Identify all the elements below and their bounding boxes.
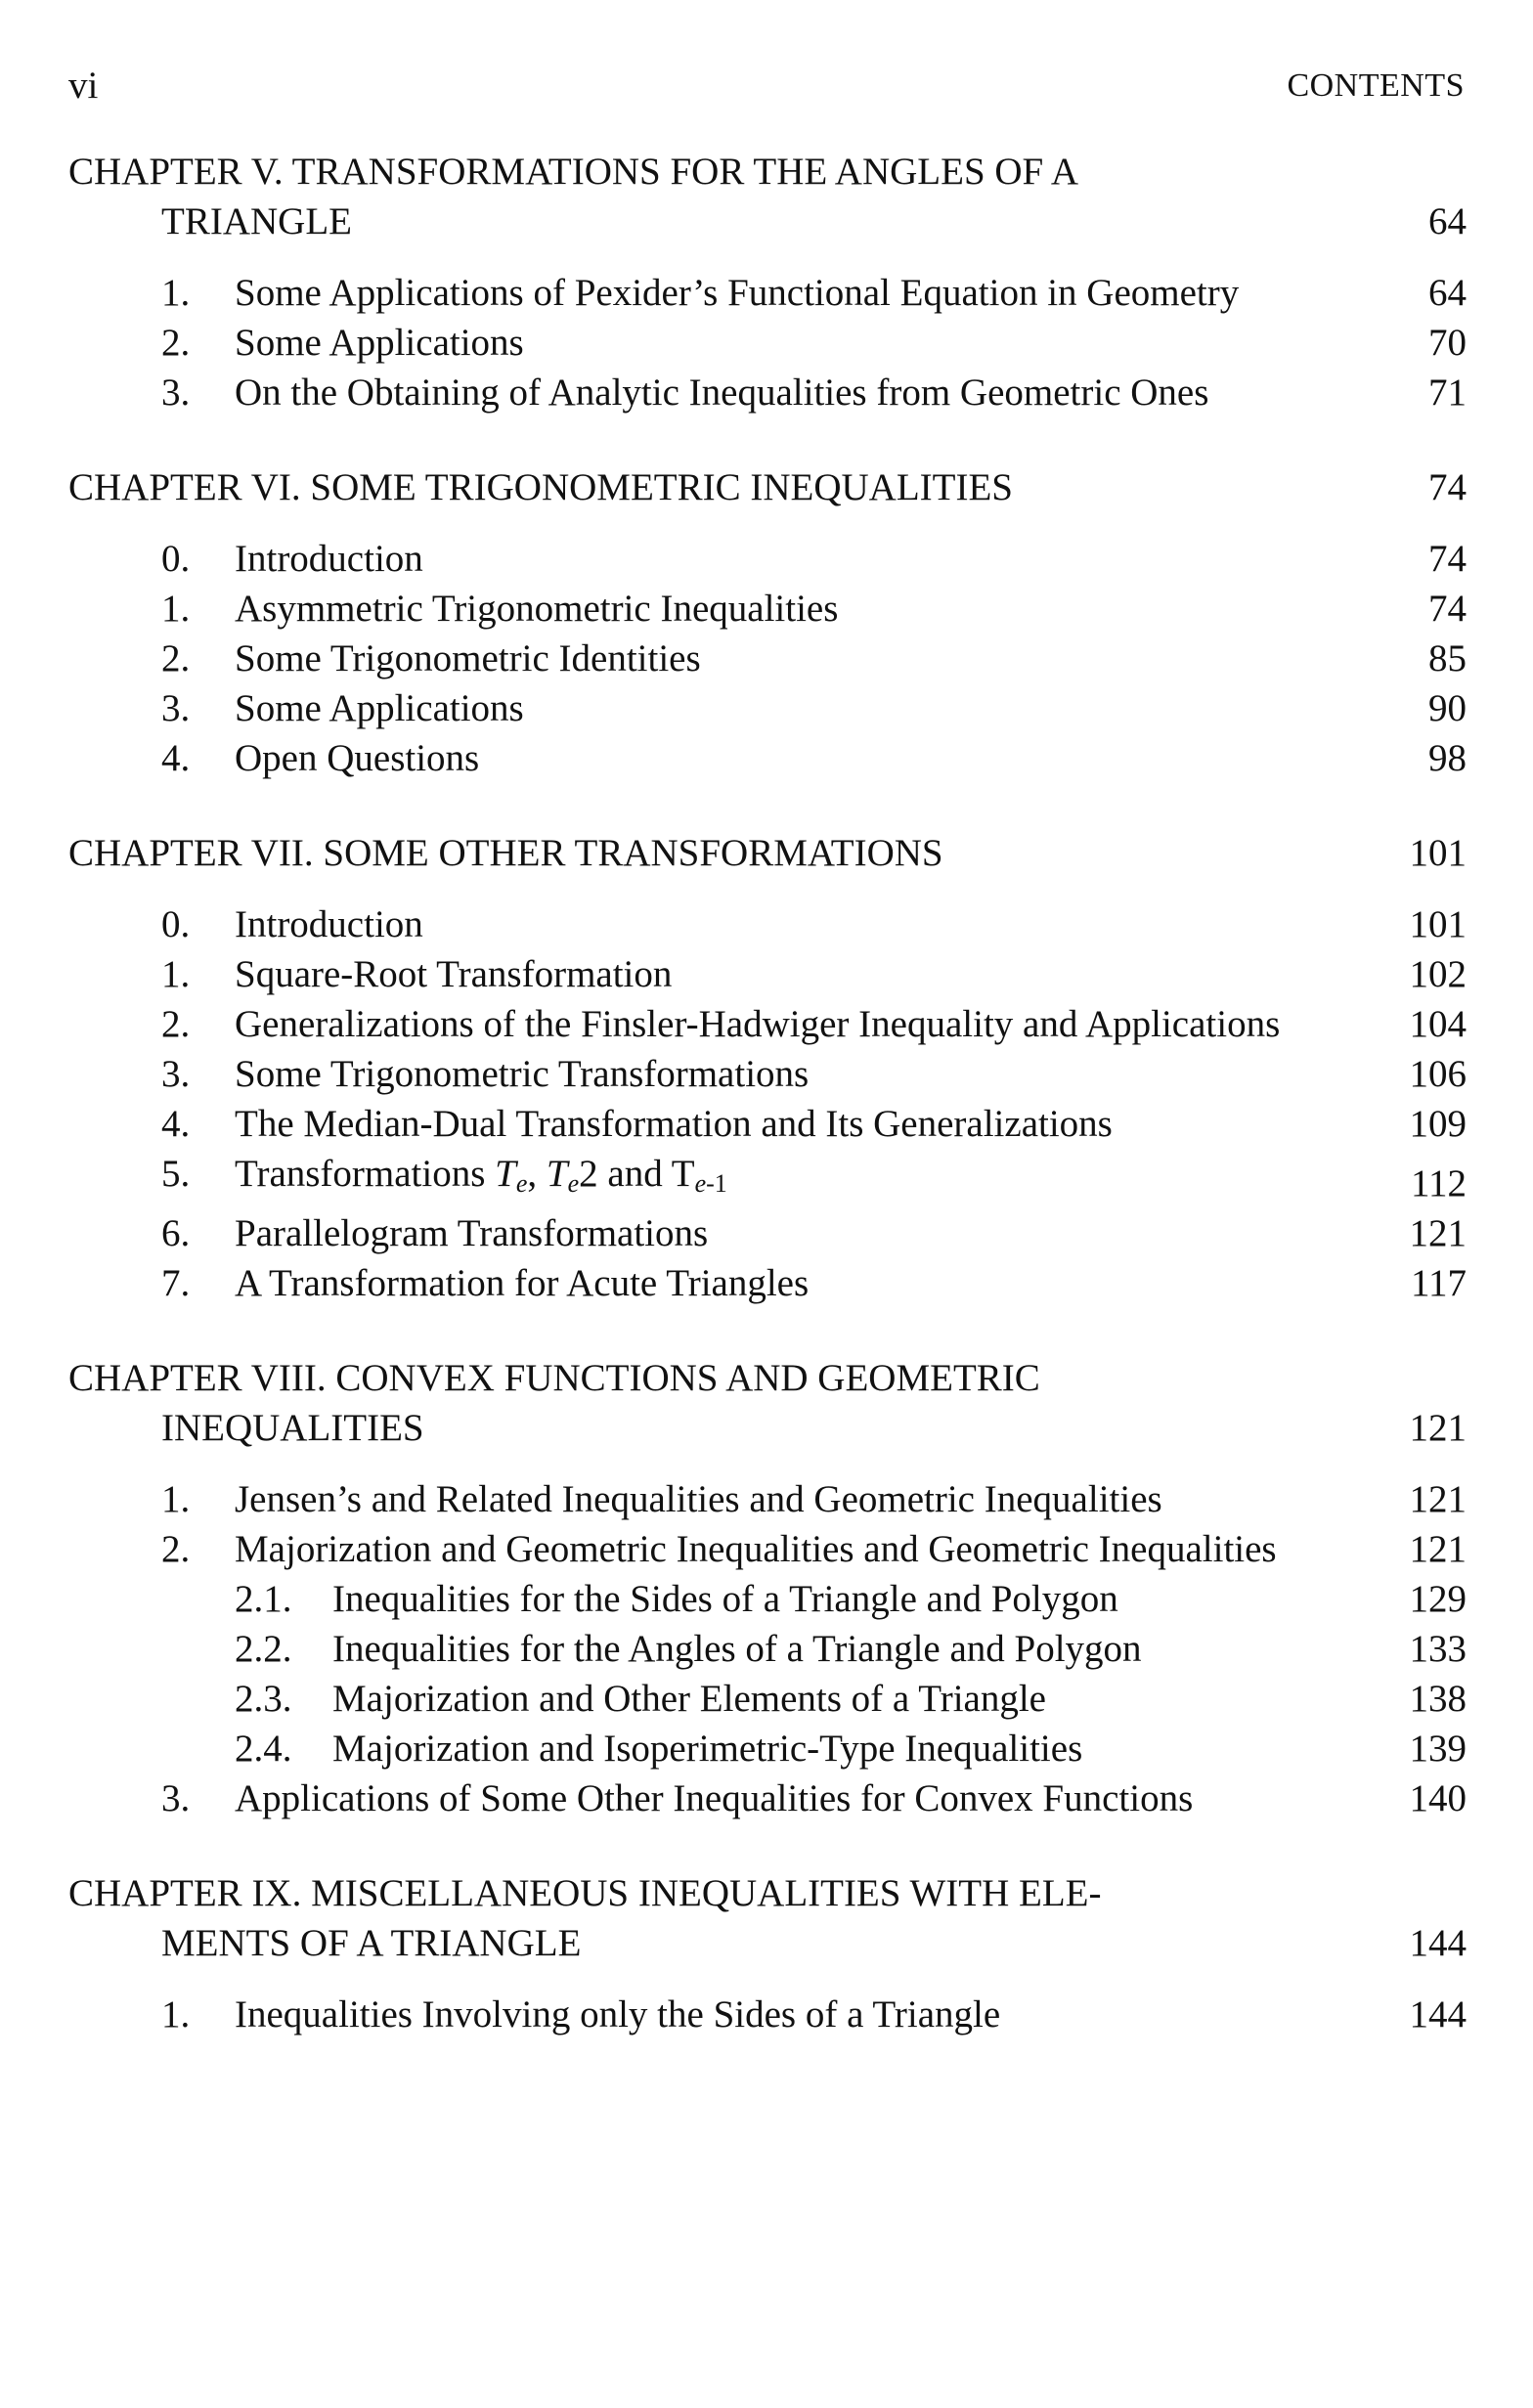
section-title-part: e [567,1169,580,1198]
toc-section[interactable] [68,584,1467,634]
section-title-part: -1 [706,1169,727,1198]
section-title-part: e [694,1169,707,1198]
running-title: CONTENTS [1287,67,1465,104]
chapter-4 [68,1353,1467,1823]
section-page-number: 112 [1410,1162,1467,1204]
toc-section[interactable] [68,1990,1467,2039]
section-title: Inequalities for the Angles of a Triangle and Polygon [332,1628,1142,1670]
chapter-heading[interactable] [68,147,1467,246]
chapter-title-line-2: INEQUALITIES [161,1407,424,1449]
chapter-title-line-2: MENTS OF A TRIANGLE [161,1922,582,1964]
section-number: 3. [161,1053,191,1095]
toc-section[interactable] [68,1049,1467,1099]
toc-section[interactable] [68,534,1467,584]
section-page-number: 140 [1409,1777,1467,1819]
chapter-page-number: 64 [1428,200,1467,242]
section-title: Inequalities for the Sides of a Triangle and Polygon [332,1578,1118,1620]
section-page-number: 70 [1428,322,1467,364]
section-number: 2.4. [235,1728,292,1770]
section-title: Generalizations of the Finsler-Hadwiger Inequality and Applications [235,1003,1281,1045]
toc-section[interactable] [68,268,1467,318]
section-page-number: 101 [1409,903,1467,945]
chapter-title-line-2: TRIANGLE [161,200,352,242]
section-number: 1. [161,272,191,314]
section-title: Open Questions [235,737,480,779]
toc-subsection[interactable] [68,1574,1467,1624]
toc-section[interactable] [68,1474,1467,1524]
section-number: 2. [161,637,191,679]
toc-section[interactable] [68,1149,1467,1208]
toc-subsection[interactable] [68,1624,1467,1674]
chapter-1 [68,147,1467,417]
section-title: Parallelogram Transformations [235,1212,709,1254]
section-page-number: 85 [1428,637,1467,679]
section-title-part: T [546,1153,568,1195]
section-title: Some Applications of Pexider’s Functional Equation in Geometry [235,272,1240,314]
section-title: Majorization and Isoperimetric-Type Inequalities [332,1728,1083,1770]
chapter-title-line-1: CHAPTER IX. MISCELLANEOUS INEQUALITIES WITH ELE- [68,1872,1102,1914]
chapter-title-line-1: CHAPTER V. TRANSFORMATIONS FOR THE ANGLES OF A [68,151,1079,193]
chapter-heading[interactable] [68,1353,1467,1453]
chapter-title-line-1: CHAPTER VIII. CONVEX FUNCTIONS AND GEOMETRIC [68,1357,1040,1399]
section-page-number: 102 [1409,953,1467,995]
section-number: 1. [161,1478,191,1520]
section-number: 3. [161,372,191,414]
chapter-title-line-1: CHAPTER VI. SOME TRIGONOMETRIC INEQUALITIES [68,466,1013,508]
section-page-number: 139 [1409,1728,1467,1770]
section-number: 3. [161,1777,191,1819]
toc-section[interactable] [68,1208,1467,1258]
chapter-heading[interactable] [68,1868,1467,1968]
chapter-3 [68,828,1467,1308]
toc-section[interactable] [68,733,1467,783]
toc-section[interactable] [68,683,1467,733]
section-title-part: 2 and T [579,1153,695,1195]
toc-section[interactable] [68,999,1467,1049]
section-title: Majorization and Other Elements of a Triangle [332,1678,1046,1720]
section-page-number: 138 [1409,1678,1467,1720]
section-page-number: 133 [1409,1628,1467,1670]
section-page-number: 74 [1428,588,1467,630]
section-page-number: 109 [1409,1103,1467,1145]
section-title: Some Trigonometric Transformations [235,1053,810,1095]
section-page-number: 74 [1428,538,1467,580]
section-title: Some Applications [235,687,524,729]
chapter-title-line-1: CHAPTER VII. SOME OTHER TRANSFORMATIONS [68,832,943,874]
toc-section[interactable] [68,1099,1467,1149]
section-title: Square-Root Transformation [235,953,673,995]
section-title: Some Trigonometric Identities [235,637,701,679]
section-number: 1. [161,1993,191,2036]
section-page-number: 106 [1409,1053,1467,1095]
section-title: Introduction [235,903,423,945]
section-title: Majorization and Geometric Inequalities and Geometric Inequalities [235,1528,1277,1570]
section-number: 2.2. [235,1628,292,1670]
section-number: 2. [161,1003,191,1045]
section-title: On the Obtaining of Analytic Inequalities from Geometric Ones [235,372,1209,414]
section-number: 3. [161,687,191,729]
chapter-heading[interactable] [68,828,1467,878]
section-title [235,1153,727,1198]
chapter-2 [68,462,1467,783]
section-title-part: e [515,1169,528,1198]
section-title: The Median-Dual Transformation and Its Generalizations [235,1103,1113,1145]
toc-section[interactable] [68,1773,1467,1823]
section-page-number: 117 [1410,1262,1467,1304]
section-title: Applications of Some Other Inequalities for Convex Functions [235,1777,1194,1819]
section-page-number: 90 [1428,687,1467,729]
running-head [68,61,1465,115]
section-page-number: 71 [1428,372,1467,414]
toc-section[interactable] [68,1258,1467,1308]
section-number: 1. [161,588,191,630]
section-page-number: 64 [1428,272,1467,314]
page-number-roman: vi [68,65,99,107]
section-number: 4. [161,737,191,779]
toc-section[interactable] [68,949,1467,999]
section-page-number: 121 [1409,1528,1467,1570]
chapter-page-number: 74 [1428,466,1467,508]
section-page-number: 121 [1409,1478,1467,1520]
section-title: A Transformation for Acute Triangles [235,1262,810,1304]
section-title: Asymmetric Trigonometric Inequalities [235,588,839,630]
section-title-part: T [495,1153,516,1195]
section-page-number: 104 [1409,1003,1467,1045]
chapter-5 [68,1868,1467,2039]
section-number: 2. [161,322,191,364]
section-number: 5. [161,1153,191,1195]
chapter-page-number: 121 [1409,1407,1467,1449]
chapter-page-number: 144 [1409,1922,1467,1964]
section-title: Jensen’s and Related Inequalities and Geometric Inequalities [235,1478,1162,1520]
section-page-number: 98 [1428,737,1467,779]
section-number: 4. [161,1103,191,1145]
section-number: 2.3. [235,1678,292,1720]
toc-section[interactable] [68,1524,1467,1574]
toc-section[interactable] [68,634,1467,683]
section-title-part: , [527,1153,547,1195]
section-title: Some Applications [235,322,524,364]
section-page-number: 129 [1409,1578,1467,1620]
section-number: 2. [161,1528,191,1570]
table-of-contents [68,147,1467,2084]
section-title: Introduction [235,538,423,580]
chapter-heading[interactable] [68,462,1467,512]
section-number: 2.1. [235,1578,292,1620]
toc-section[interactable] [68,368,1467,417]
section-title: Inequalities Involving only the Sides of a Triangle [235,1993,1001,2036]
section-title-part: Transformations [235,1153,496,1195]
section-number: 6. [161,1212,191,1254]
toc-section[interactable] [68,899,1467,949]
section-number: 1. [161,953,191,995]
section-page-number: 121 [1409,1212,1467,1254]
toc-subsection[interactable] [68,1724,1467,1773]
toc-subsection[interactable] [68,1674,1467,1724]
section-number: 0. [161,903,191,945]
chapter-page-number: 101 [1409,832,1467,874]
toc-section[interactable] [68,318,1467,368]
section-number: 7. [161,1262,191,1304]
section-number: 0. [161,538,191,580]
section-page-number: 144 [1409,1993,1467,2036]
